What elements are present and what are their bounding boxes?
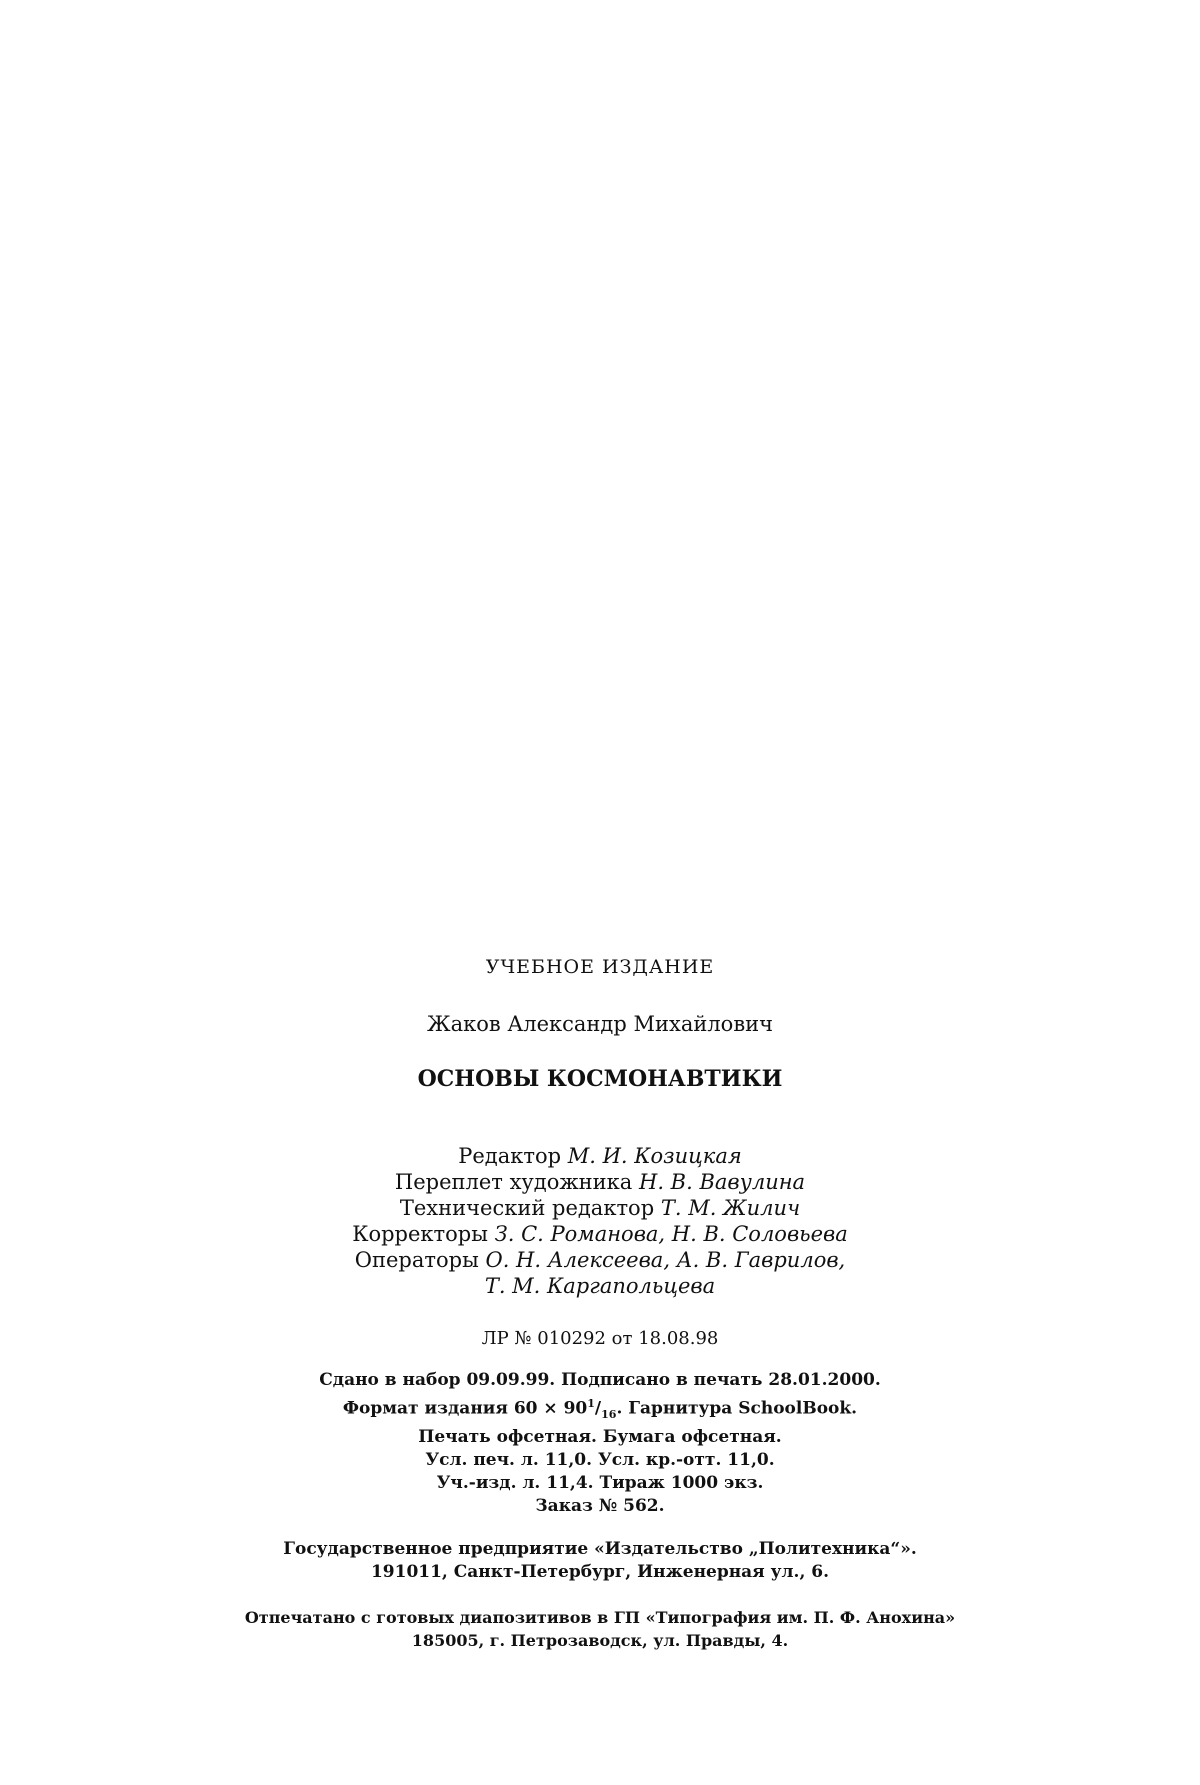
publisher-details bbox=[0, 1538, 1200, 1584]
credit-operators-cont bbox=[0, 1273, 1200, 1299]
credit-role: Редактор bbox=[458, 1144, 562, 1168]
credit-names: М. И. Козицкая bbox=[567, 1144, 742, 1168]
credit-names: Т. М. Жилич bbox=[660, 1196, 801, 1220]
print-dates: Сдано в набор 09.09.99. Подписано в печать 28.01.2000. bbox=[319, 1370, 881, 1390]
format-prefix: Формат издания 60 × 90 bbox=[342, 1398, 588, 1419]
author-name: Жаков Александр Михайлович bbox=[426, 1012, 774, 1036]
credit-names: Т. М. Каргапольцева bbox=[484, 1274, 716, 1298]
printer-address: 185005, г. Петрозаводск, ул. Правды, 4. bbox=[411, 1631, 789, 1651]
credit-role: Корректоры bbox=[352, 1222, 488, 1246]
print-format bbox=[0, 1392, 1200, 1426]
printer-name: Отпечатано с готовых диапозитивов в ГП «Типография им. П. Ф. Анохина» bbox=[244, 1608, 956, 1628]
format-sup: 1 bbox=[587, 1397, 595, 1410]
credit-proofreaders bbox=[0, 1221, 1200, 1247]
print-circulation: Уч.-изд. л. 11,4. Тираж 1000 экз. bbox=[436, 1473, 764, 1494]
credit-names: Н. В. Вавулина bbox=[639, 1170, 806, 1194]
print-paper: Печать офсетная. Бумага офсетная. bbox=[418, 1427, 782, 1448]
license-number: ЛР № 010292 от 18.08.98 bbox=[481, 1328, 719, 1349]
credits-list bbox=[0, 1143, 1200, 1299]
credit-role: Переплет художника bbox=[394, 1170, 633, 1194]
publisher-name: Государственное предприятие «Издательство „Политехника“». bbox=[283, 1539, 917, 1560]
credit-role: Технический редактор bbox=[399, 1196, 655, 1220]
imprint-block bbox=[0, 955, 1200, 1652]
format-slash: / bbox=[594, 1398, 602, 1419]
print-sheets: Усл. печ. л. 11,0. Усл. кр.-отт. 11,0. bbox=[425, 1450, 775, 1471]
book-title: ОСНОВЫ КОСМОНАВТИКИ bbox=[417, 1066, 783, 1092]
format-suffix: . Гарнитура SchoolBook. bbox=[616, 1398, 858, 1419]
edition-type: УЧЕБНОЕ ИЗДАНИЕ bbox=[485, 956, 715, 978]
credit-cover-artist bbox=[0, 1169, 1200, 1195]
print-order: Заказ № 562. bbox=[535, 1496, 665, 1517]
print-details bbox=[0, 1369, 1200, 1518]
credit-names: З. С. Романова, Н. В. Соловьева bbox=[494, 1222, 848, 1246]
format-sub: 16 bbox=[601, 1408, 617, 1422]
credit-editor bbox=[0, 1143, 1200, 1169]
credit-technical-editor bbox=[0, 1195, 1200, 1221]
credit-operators bbox=[0, 1247, 1200, 1273]
publisher-address: 191011, Санкт-Петербург, Инженерная ул., 6. bbox=[370, 1562, 830, 1583]
credit-names: О. Н. Алексеева, А. В. Гаврилов, bbox=[485, 1248, 846, 1272]
printer-details bbox=[0, 1606, 1200, 1652]
credit-role: Операторы bbox=[354, 1248, 479, 1272]
